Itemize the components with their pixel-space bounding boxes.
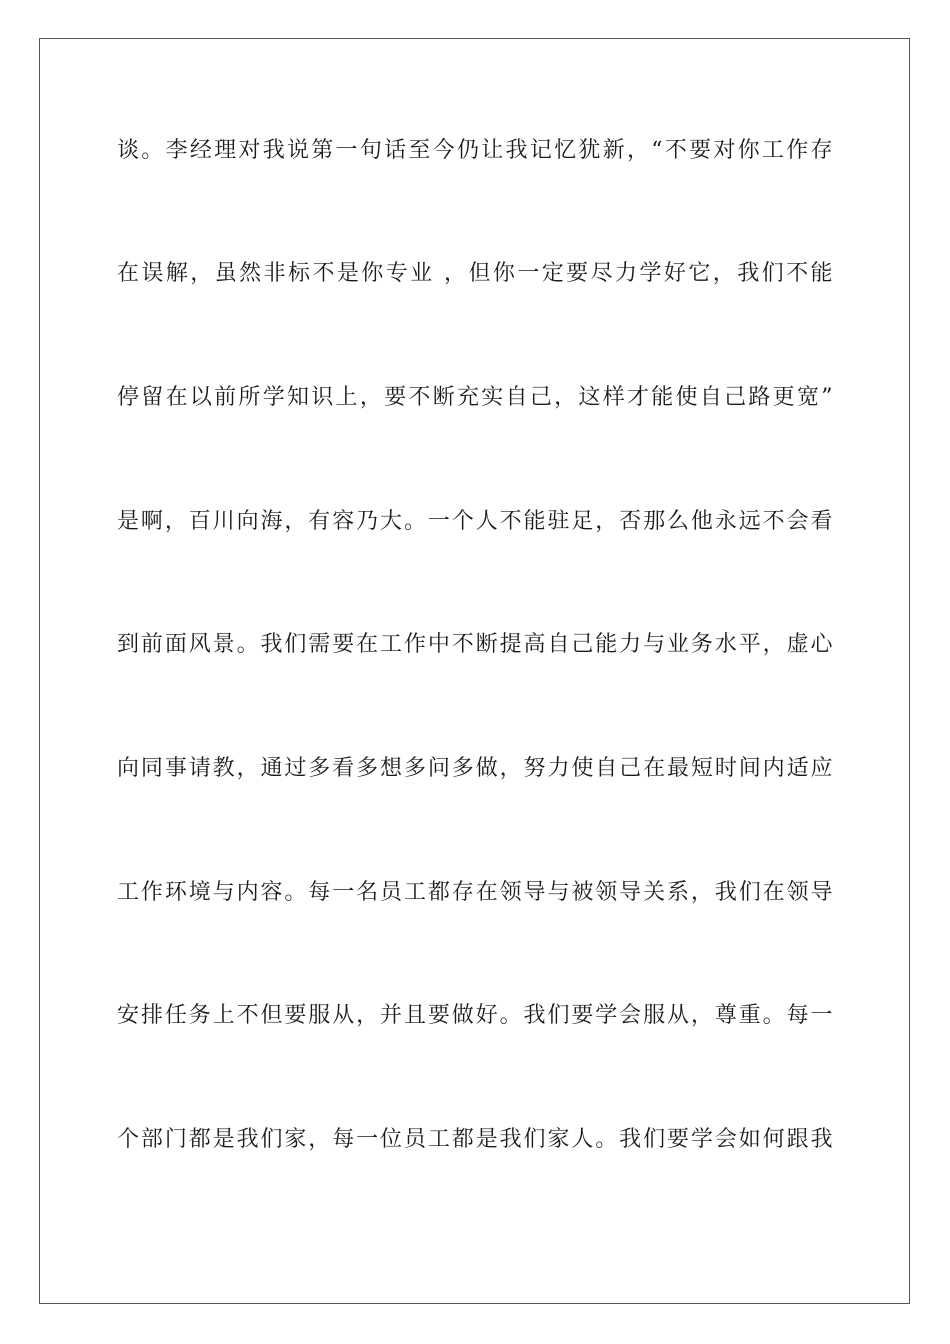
text-line-3: 停留在以前所学知识上，要不断充实自己，这样才能使自己路更宽” <box>117 385 833 410</box>
text-line-4: 是啊，百川向海，有容乃大。一个人不能驻足，否那么他永远不会看 <box>117 509 833 534</box>
text-line-8: 安排任务上不但要服从，并且要做好。我们要学会服从，尊重。每一 <box>117 1003 833 1028</box>
text-line-5: 到前面风景。我们需要在工作中不断提高自己能力与业务水平，虚心 <box>117 632 833 657</box>
text-line-6: 向同事请教，通过多看多想多问多做，努力使自己在最短时间内适应 <box>117 756 833 781</box>
text-line-1: 谈。李经理对我说第一句话至今仍让我记忆犹新，“不要对你工作存 <box>117 138 833 163</box>
page-frame <box>39 38 910 1304</box>
text-line-2: 在误解，虽然非标不是你专业 ，但你一定要尽力学好它，我们不能 <box>117 261 833 286</box>
text-line-9: 个部门都是我们家，每一位员工都是我们家人。我们要学会如何跟我 <box>117 1127 833 1152</box>
text-line-7: 工作环境与内容。每一名员工都存在领导与被领导关系，我们在领导 <box>117 880 833 905</box>
